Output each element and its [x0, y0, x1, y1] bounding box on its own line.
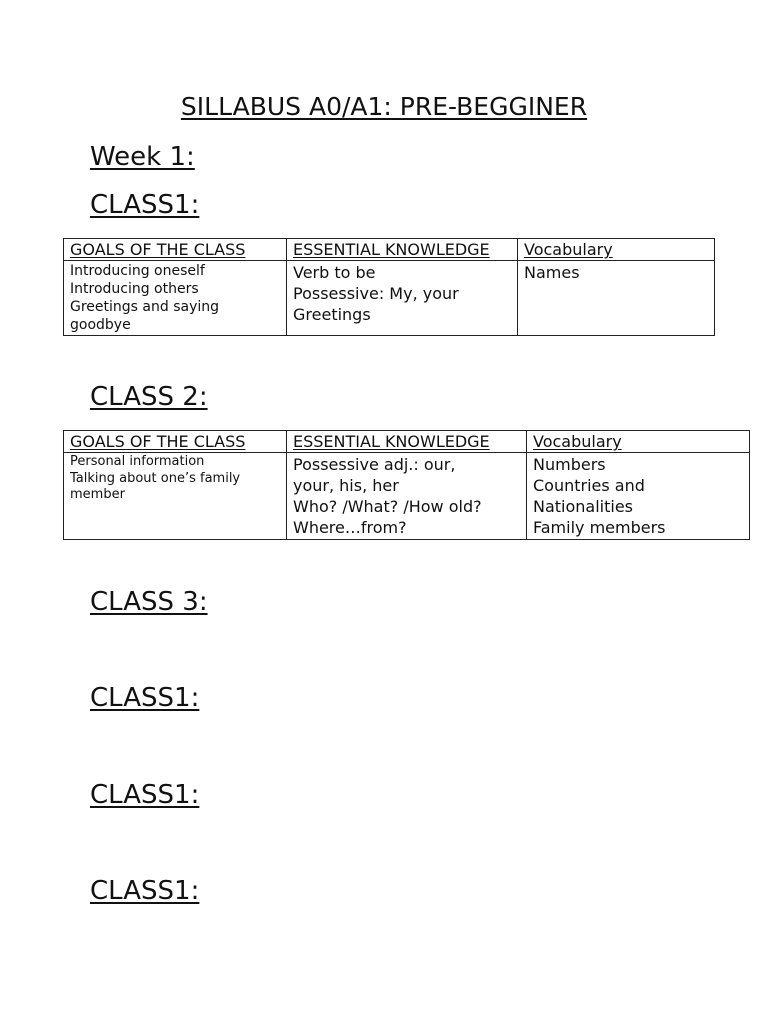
class-1-table	[63, 238, 715, 336]
knowledge-line: Verb to be	[293, 263, 376, 282]
class-5-heading: CLASS1:	[90, 780, 200, 810]
class-3-heading: CLASS 3:	[90, 587, 208, 617]
knowledge-cell	[287, 261, 518, 336]
knowledge-cell	[287, 453, 527, 540]
table-row	[64, 261, 715, 336]
table-header-row	[64, 431, 750, 453]
goals-cell	[64, 453, 287, 540]
knowledge-line: Who? /What? /How old?	[293, 497, 482, 516]
knowledge-line: Possessive: My, your	[293, 284, 459, 303]
vocabulary-line: Names	[524, 263, 580, 282]
knowledge-column-header: ESSENTIAL KNOWLEDGE	[287, 239, 518, 261]
goals-cell	[64, 261, 287, 336]
vocabulary-line: Countries and	[533, 476, 645, 495]
table-row	[64, 453, 750, 540]
document-title: SILLABUS A0/A1: PRE-BEGGINER	[180, 92, 588, 121]
vocabulary-line: Numbers	[533, 455, 606, 474]
goal-line: Introducing others	[70, 281, 199, 297]
goal-line: Introducing oneself	[70, 263, 205, 279]
knowledge-line: Possessive adj.: our,	[293, 455, 456, 474]
class-2-heading: CLASS 2:	[90, 382, 208, 412]
knowledge-line: your, his, her	[293, 476, 399, 495]
goal-line: Personal information	[70, 454, 205, 469]
goal-line: member	[70, 487, 125, 502]
goal-line: Greetings and saying	[70, 299, 220, 315]
class-2-table	[63, 430, 750, 540]
vocabulary-line: Family members	[533, 518, 666, 537]
vocabulary-column-header: Vocabulary	[518, 239, 715, 261]
class-1-heading: CLASS1:	[90, 190, 200, 220]
table-header-row	[64, 239, 715, 261]
goal-line: Talking about one’s family	[70, 470, 241, 486]
week-heading: Week 1:	[90, 142, 195, 172]
vocabulary-column-header: Vocabulary	[527, 431, 750, 453]
goals-column-header: GOALS OF THE CLASS	[64, 431, 287, 453]
vocabulary-cell	[527, 453, 750, 540]
vocabulary-line: Nationalities	[533, 497, 634, 516]
goal-line: goodbye	[70, 317, 131, 333]
class-6-heading: CLASS1:	[90, 876, 200, 906]
goals-column-header: GOALS OF THE CLASS	[64, 239, 287, 261]
knowledge-line: Where…from?	[293, 518, 407, 537]
vocabulary-cell	[518, 261, 715, 336]
knowledge-column-header: ESSENTIAL KNOWLEDGE	[287, 431, 527, 453]
knowledge-line: Greetings	[293, 305, 371, 324]
class-4-heading: CLASS1:	[90, 683, 200, 713]
